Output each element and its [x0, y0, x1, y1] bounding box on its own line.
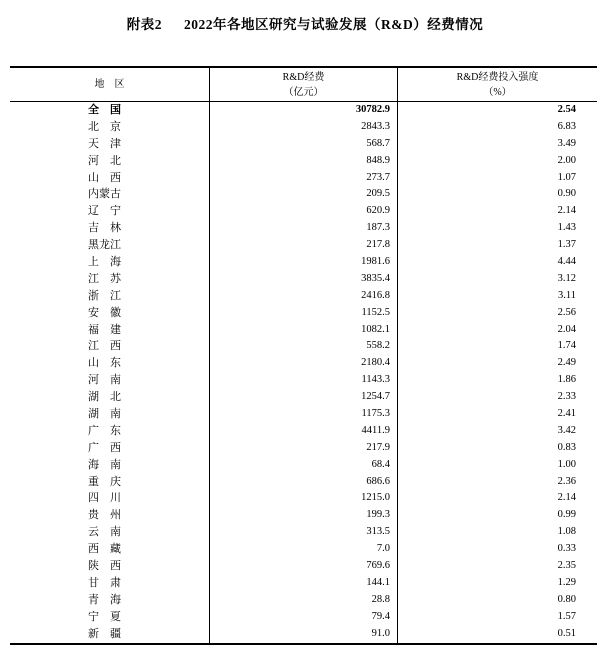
rd-expenditure-value: 1215.0 — [209, 490, 397, 507]
table-row — [10, 237, 597, 254]
intensity-value: 2.14 — [397, 203, 597, 220]
intensity-value: 0.33 — [397, 541, 597, 558]
region-name: 四 川 — [88, 492, 121, 505]
table-row — [10, 474, 597, 491]
rd-expenditure-value: 28.8 — [209, 592, 397, 609]
intensity-value: 3.42 — [397, 423, 597, 440]
region-name: 云 南 — [88, 526, 121, 539]
table-row — [10, 119, 597, 136]
intensity-value: 2.36 — [397, 474, 597, 491]
rd-expenditure-value: 2180.4 — [209, 355, 397, 372]
rd-expenditure-value: 79.4 — [209, 609, 397, 626]
table-row — [10, 322, 597, 339]
region-name: 辽 宁 — [88, 205, 121, 218]
table-row — [10, 457, 597, 474]
table-row — [10, 592, 597, 609]
intensity-value: 1.00 — [397, 457, 597, 474]
region-name: 江 苏 — [88, 272, 121, 285]
region-name: 江 西 — [88, 340, 121, 353]
rd-expenditure-value: 273.7 — [209, 170, 397, 187]
rd-expenditure-value: 1143.3 — [209, 372, 397, 389]
rd-expenditure-value: 187.3 — [209, 220, 397, 237]
region-name: 宁 夏 — [88, 610, 121, 623]
table-row — [10, 372, 597, 389]
region-name: 广 西 — [88, 441, 121, 454]
intensity-value: 0.99 — [397, 507, 597, 524]
region-name: 山 西 — [88, 171, 121, 184]
intensity-value: 2.41 — [397, 406, 597, 423]
table-body — [10, 102, 597, 643]
region-name: 河 北 — [88, 154, 121, 167]
intensity-value: 2.56 — [397, 305, 597, 322]
table-row — [10, 186, 597, 203]
region-name: 黑龙江 — [88, 239, 121, 252]
title-text: 2022年各地区研究与试验发展（R&D）经费情况 — [184, 17, 484, 32]
table-row — [10, 575, 597, 592]
table-row — [10, 136, 597, 153]
table-row — [10, 558, 597, 575]
table-row — [10, 423, 597, 440]
intensity-value: 2.33 — [397, 389, 597, 406]
intensity-value: 0.51 — [397, 626, 597, 643]
region-name: 安 徽 — [88, 306, 121, 319]
intensity-value: 4.44 — [397, 254, 597, 271]
table-row — [10, 541, 597, 558]
table-row — [10, 355, 597, 372]
table-row — [10, 626, 597, 643]
column-header-rd-line1: R&D经费 — [282, 71, 325, 83]
region-name: 西 藏 — [88, 543, 121, 556]
intensity-value: 2.35 — [397, 558, 597, 575]
rd-expenditure-value: 558.2 — [209, 338, 397, 355]
column-header-rd-expenditure — [209, 68, 397, 101]
region-name: 湖 南 — [88, 408, 121, 421]
rd-expenditure-value: 3835.4 — [209, 271, 397, 288]
region-name: 贵 州 — [88, 509, 121, 522]
rd-expenditure-value: 209.5 — [209, 186, 397, 203]
intensity-value: 1.07 — [397, 170, 597, 187]
column-header-region — [10, 68, 209, 101]
region-name: 重 庆 — [88, 475, 121, 488]
rd-expenditure-value: 1152.5 — [209, 305, 397, 322]
region-name: 广 东 — [88, 424, 121, 437]
table-header-row — [10, 68, 597, 102]
page-title — [0, 13, 610, 33]
rd-expenditure-value: 848.9 — [209, 153, 397, 170]
rd-expenditure-value: 199.3 — [209, 507, 397, 524]
intensity-value: 3.12 — [397, 271, 597, 288]
table-row — [10, 153, 597, 170]
column-header-region-label: 地 区 — [94, 79, 125, 90]
rd-expenditure-value: 30782.9 — [209, 102, 397, 119]
intensity-value: 6.83 — [397, 119, 597, 136]
intensity-value: 2.49 — [397, 355, 597, 372]
intensity-value: 2.14 — [397, 490, 597, 507]
region-name: 内蒙古 — [88, 188, 121, 201]
intensity-value: 1.74 — [397, 338, 597, 355]
region-name: 浙 江 — [88, 289, 121, 302]
rd-expenditure-value: 1981.6 — [209, 254, 397, 271]
rd-expenditure-value: 620.9 — [209, 203, 397, 220]
table-row — [10, 490, 597, 507]
rd-expenditure-value: 1175.3 — [209, 406, 397, 423]
region-name: 福 建 — [88, 323, 121, 336]
rd-expenditure-value: 91.0 — [209, 626, 397, 643]
intensity-value: 2.54 — [397, 102, 597, 119]
region-name: 河 南 — [88, 374, 121, 387]
table-row — [10, 609, 597, 626]
region-name: 海 南 — [88, 458, 121, 471]
rd-expenditure-value: 769.6 — [209, 558, 397, 575]
table-row — [10, 406, 597, 423]
table-row — [10, 170, 597, 187]
intensity-value: 1.08 — [397, 524, 597, 541]
region-name: 陕 西 — [88, 560, 121, 573]
rd-expenditure-value: 313.5 — [209, 524, 397, 541]
intensity-value: 3.49 — [397, 136, 597, 153]
rd-expenditure-value: 4411.9 — [209, 423, 397, 440]
column-header-intensity-line1: R&D经费投入强度 — [456, 71, 539, 83]
rd-expenditure-value: 217.8 — [209, 237, 397, 254]
region-name: 湖 北 — [88, 391, 121, 404]
region-name: 北 京 — [88, 120, 121, 133]
rd-expenditure-value: 144.1 — [209, 575, 397, 592]
intensity-value: 2.00 — [397, 153, 597, 170]
rd-expenditure-value: 1082.1 — [209, 322, 397, 339]
region-name: 天 津 — [88, 137, 121, 150]
table-row — [10, 220, 597, 237]
rd-expenditure-value: 568.7 — [209, 136, 397, 153]
rd-expenditure-value: 686.6 — [209, 474, 397, 491]
table-row — [10, 254, 597, 271]
table-row — [10, 271, 597, 288]
rd-expenditure-value: 2416.8 — [209, 288, 397, 305]
region-name: 新 疆 — [88, 627, 121, 640]
rd-expenditure-value: 217.9 — [209, 440, 397, 457]
table-label: 附表2 — [126, 17, 162, 32]
rd-expenditure-value: 7.0 — [209, 541, 397, 558]
column-header-rd-unit: （亿元） — [283, 86, 324, 98]
intensity-value: 2.04 — [397, 322, 597, 339]
intensity-value: 0.83 — [397, 440, 597, 457]
region-name: 青 海 — [88, 593, 121, 606]
region-name: 山 东 — [88, 357, 121, 370]
table-row — [10, 338, 597, 355]
rd-expenditure-value: 68.4 — [209, 457, 397, 474]
column-header-intensity-unit: （%） — [483, 86, 512, 98]
table-row — [10, 102, 597, 119]
column-header-intensity — [397, 68, 597, 101]
intensity-value: 1.37 — [397, 237, 597, 254]
intensity-value: 1.57 — [397, 609, 597, 626]
region-name: 吉 林 — [88, 222, 121, 235]
table-row — [10, 203, 597, 220]
table-row — [10, 288, 597, 305]
region-name: 上 海 — [88, 256, 121, 269]
rd-expenditure-value: 1254.7 — [209, 389, 397, 406]
region-name: 全 国 — [88, 104, 121, 116]
intensity-value: 1.29 — [397, 575, 597, 592]
rd-expenditure-table — [10, 66, 597, 645]
region-name: 甘 肃 — [88, 576, 121, 589]
table-row — [10, 507, 597, 524]
table-row — [10, 524, 597, 541]
intensity-value: 3.11 — [397, 288, 597, 305]
rd-expenditure-value: 2843.3 — [209, 119, 397, 136]
intensity-value: 1.43 — [397, 220, 597, 237]
intensity-value: 1.86 — [397, 372, 597, 389]
table-row — [10, 440, 597, 457]
intensity-value: 0.90 — [397, 186, 597, 203]
table-row — [10, 305, 597, 322]
intensity-value: 0.80 — [397, 592, 597, 609]
table-row — [10, 389, 597, 406]
